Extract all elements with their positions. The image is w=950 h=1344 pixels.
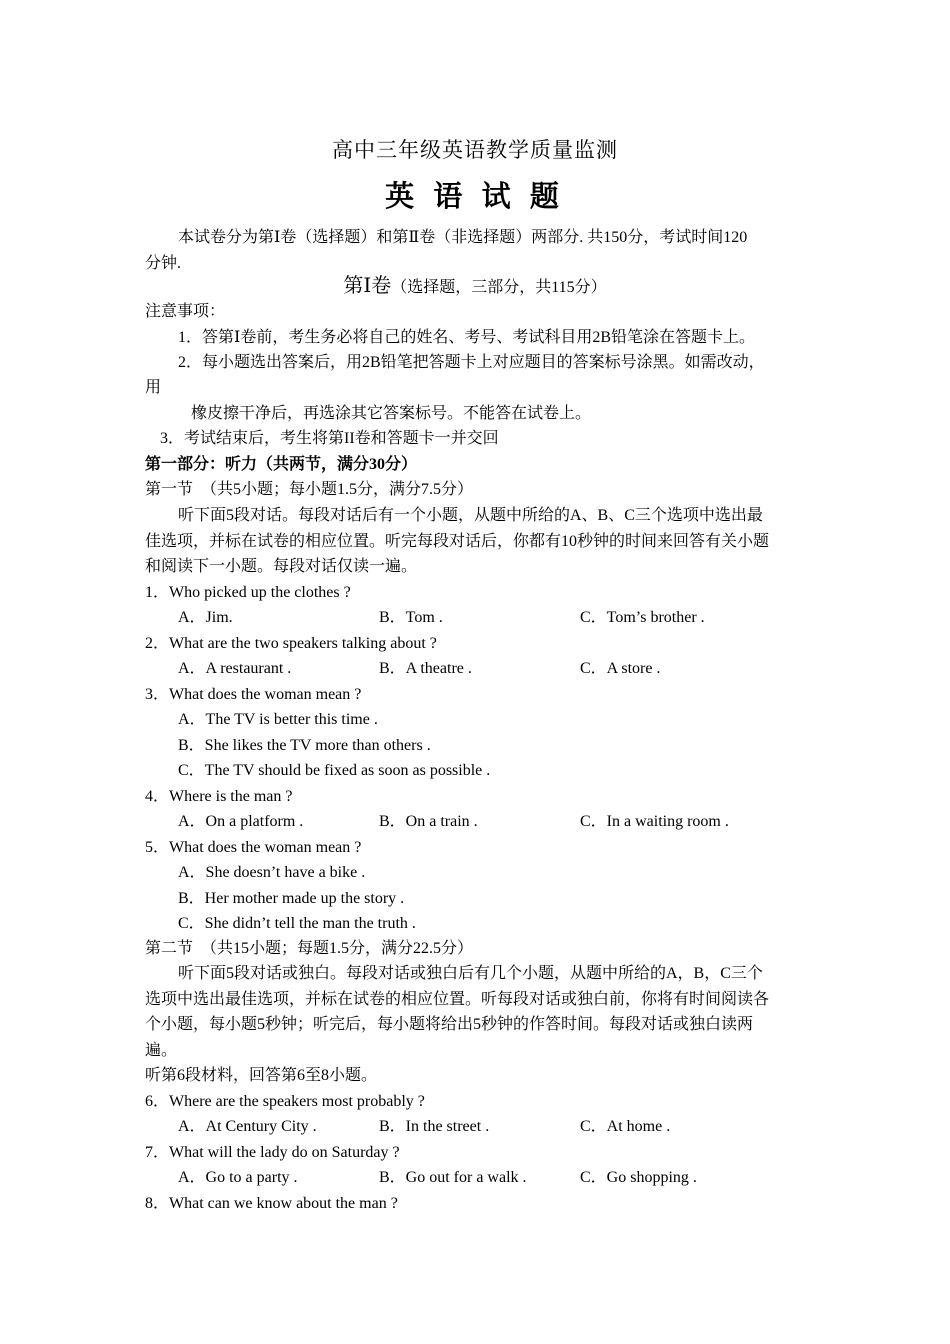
question-6-option-b: B．In the street . [379,1118,490,1135]
question-4-option-b: B．On a train . [379,813,478,830]
question-1-option-b: B．Tom . [379,609,443,626]
question-5-option-b: B．Her mother made up the story . [178,890,405,907]
material-6-instruction: 听第6段材料，回答第6至8小题。 [145,1067,378,1084]
intro-line-2: 分钟. [145,255,182,272]
question-6-stem: 6．Where are the speakers most probably ? [145,1093,425,1110]
note-item-2-wrap: 用 [145,379,162,396]
question-8-stem: 8．What can we know about the man ? [145,1195,398,1212]
question-2-option-b: B．A theatre . [379,660,472,677]
question-3-stem: 3．What does the woman mean ? [145,686,362,703]
question-3-option-b: B．She likes the TV more than others . [178,737,431,754]
question-1-option-c: C．Tom’s brother . [580,609,705,626]
question-4-option-c: C．In a waiting room . [580,813,729,830]
volume-1-label: 第Ⅰ卷 [343,275,392,297]
note-item-2: 2．每小题选出答案后，用2B铅笔把答题卡上对应题目的答案标号涂黑。如需改动， [178,354,765,371]
question-7-stem: 7．What will the lady do on Saturday ? [145,1144,400,1161]
question-5-option-a: A．She doesn’t have a bike . [178,864,366,881]
question-7-option-b: B．Go out for a walk . [379,1169,527,1186]
section-1-instructions-1: 听下面5段对话。每段对话后有一个小题，从题中所给的A、B、C三个选项中选出最 [178,507,763,524]
question-7-option-a: A．Go to a party . [178,1169,298,1186]
question-6-option-c: C．At home . [580,1118,671,1135]
question-1-stem: 1．Who picked up the clothes ? [145,584,351,601]
note-item-3: 3．考试结束后，考生将第II卷和答题卡一并交回 [160,430,499,447]
exam-subtitle: 英 语 试 题 [385,181,565,213]
section-2-heading: 第二节 （共15小题；每题1.5分，满分22.5分） [145,940,474,957]
note-item-2-cont: 橡皮擦干净后，再选涂其它答案标号。不能答在试卷上。 [191,405,592,422]
question-5-option-c: C．She didn’t tell the man the truth . [178,915,416,932]
section-1-instructions-3: 和阅读下一小题。每段对话仅读一遍。 [145,558,418,575]
section-2-instructions-2: 选项中选出最佳选项，并标在试卷的相应位置。听每段对话或独白前，你将有时间阅读各 [145,991,770,1008]
question-1-option-a: A．Jim. [178,609,233,626]
question-4-option-a: A．On a platform . [178,813,304,830]
note-item-1: 1．答第Ⅰ卷前，考生务必将自己的姓名、考号、考试科目用2B铅笔涂在答题卡上。 [178,329,755,346]
question-2-option-a: A．A restaurant . [178,660,292,677]
question-4-stem: 4．Where is the man ? [145,788,293,805]
intro-line-1: 本试卷分为第Ⅰ卷（选择题）和第Ⅱ卷（非选择题）两部分. 共150分，考试时间120 [178,229,748,246]
question-3-option-a: A．The TV is better this time . [178,711,378,728]
exam-title: 高中三年级英语教学质量监测 [332,138,618,162]
section-1-instructions-2: 佳选项，并标在试卷的相应位置。听完每段对话后，你都有10秒钟的时间来回答有关小题 [145,533,770,550]
question-3-option-c: C．The TV should be fixed as soon as possible . [178,762,491,779]
section-1-heading: 第一节 （共5小题；每小题1.5分，满分7.5分） [145,481,474,498]
section-2-instructions-4: 遍。 [145,1042,178,1059]
volume-1-heading [0,276,950,298]
question-6-option-a: A．At Century City . [178,1118,317,1135]
volume-1-note: （选择题，三部分，共115分） [391,279,607,296]
question-5-stem: 5．What does the woman mean ? [145,839,362,856]
notes-heading: 注意事项： [145,303,226,320]
question-2-stem: 2．What are the two speakers talking about ? [145,635,437,652]
part-1-heading: 第一部分：听力（共两节，满分30分） [145,456,418,473]
section-2-instructions-1: 听下面5段对话或独白。每段对话或独白后有几个小题，从题中所给的A，B，C三个 [178,965,763,982]
section-2-instructions-3: 个小题，每小题5秒钟；听完后，每小题将给出5秒钟的作答时间。每段对话或独白读两 [145,1016,754,1033]
question-7-option-c: C．Go shopping . [580,1169,697,1186]
question-2-option-c: C．A store . [580,660,661,677]
